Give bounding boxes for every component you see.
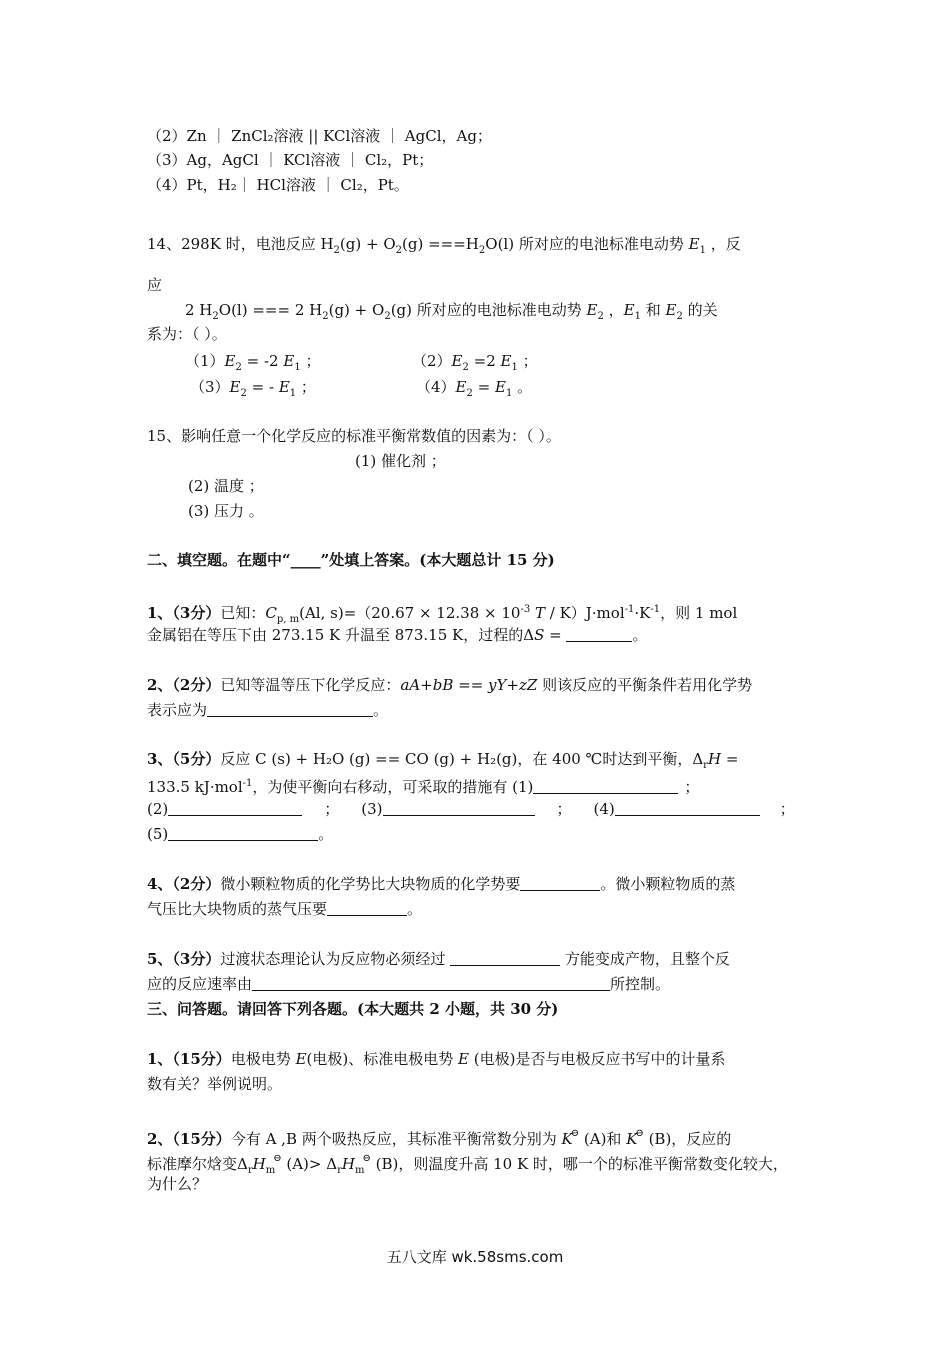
q15-option-3: (3) 压力 。	[188, 502, 264, 520]
answer-q2-line2: 标准摩尔焓变$\Delta_rH_m^⊖$ $(A)> \Delta_rH_m^⊖$ (B)，则温度升高 10 K 时，哪一个的标准平衡常数变化较大，	[147, 1153, 788, 1176]
q14-stem-wrap: 应	[147, 276, 163, 294]
answer-blank[interactable]	[327, 899, 407, 916]
q14-option-4: $(4)E_2 = E_1$ 。	[416, 378, 533, 399]
answer-blank[interactable]	[615, 799, 760, 816]
fill-2-line2: 表示应为 。	[147, 701, 389, 719]
section-2-title: 二、填空题。在题中“____”处填上答案。(本大题总计 15 分)	[147, 551, 555, 569]
q14-stem-line1: 14、298K 时，电池反应 $H_2(g) + O_2(g) ===H_2O(l)$ 所对应的电池标准电动势 $E_1$ ，反	[147, 235, 741, 256]
q14-stem-line2: 2 $H_2O(l)$ === 2 $H_2(g) + O_2(g)$ 所对应的电池标准电动势 $E_2$ ，$E_1$ 和 $E_2$ 的关	[185, 301, 718, 322]
q14-option-2: $(2)E_2 =2$ $E_1$ ；	[412, 352, 538, 373]
answer-blank[interactable]	[533, 777, 678, 794]
q14-option-3: $(3)E_2$ = - $E_1$ ；	[190, 378, 316, 399]
answer-blank[interactable]	[168, 799, 302, 816]
fill-5-line2: 应的反应速率由 所控制。	[147, 975, 671, 993]
q13-option-4: （4）Pt，H₂｜ HCl溶液 ｜ Cl₂，Pt。	[147, 176, 409, 194]
fill-4-line1: 4、（2分）微小颗粒物质的化学势比大块物质的化学势要 。微小颗粒物质的蒸	[147, 875, 736, 893]
answer-blank[interactable]	[450, 949, 560, 966]
fill-1-line1: 1、（3分）已知：$C_{p, m}(Al$, $s)=(20.67 \times 12.38 \times 10^{-3}$ $T / K)J\cdot mol^{-1}\cdot K^{-1}$，则 1 mol	[147, 604, 738, 625]
answer-blank[interactable]	[383, 799, 535, 816]
standard-state-symbol-icon: ⊖	[273, 1153, 282, 1164]
answer-blank[interactable]	[520, 874, 600, 891]
q14-option-1: $(1)E_2 = -2$ $E_1$ ；	[185, 352, 321, 373]
answer-blank[interactable]	[566, 625, 632, 642]
standard-state-symbol-icon: ⊖	[635, 1128, 644, 1139]
standard-state-symbol-icon: ⊖	[362, 1153, 371, 1164]
answer-q2-line3: 为什么？	[147, 1175, 208, 1193]
answer-q1-line1: 1、（15分）电极电势 E(电极)、标准电极电势 E (电极)是否与电极反应书写中的计量系	[147, 1050, 726, 1068]
q13-option-3: （3）Ag，AgCl ｜ KCl溶液 ｜ Cl₂，Pt；	[147, 151, 434, 169]
fill-3-line2: 133.5 kJ·mol$^{-1}$，为使平衡向右移动，可采取的措施有 (1) ；	[147, 778, 700, 796]
q15-stem: 15、影响任意一个化学反应的标准平衡常数值的因素为：（ ）。	[147, 427, 561, 445]
page-footer: 五八文库 wk.58sms.com	[386, 1248, 564, 1266]
q15-option-2: (2) 温度 ；	[188, 477, 264, 495]
answer-blank[interactable]	[168, 824, 318, 841]
answer-blank[interactable]	[252, 974, 610, 991]
fill-5-line1: 5、（3分）过渡状态理论认为反应物必须经过 方能变成产物，且整个反	[147, 950, 730, 968]
fill-2-line1: 2、（2分）已知等温等压下化学反应：aA+bB == yY+zZ 则该反应的平衡条件若用化学势	[147, 676, 753, 694]
fill-4-line2: 气压比大块物质的蒸气压要 。	[147, 900, 423, 918]
q15-option-1: (1) 催化剂 ；	[355, 452, 446, 470]
answer-q2-line1: 2、（15分）今有 A ,B 两个吸热反应，其标准平衡常数分别为 K⊖ (A)和 K⊖ (B)，反应的	[147, 1128, 732, 1148]
standard-state-symbol-icon: ⊖	[570, 1128, 580, 1139]
answer-q1-line2: 数有关？举例说明。	[147, 1075, 283, 1093]
fill-3-line4: (5) 。	[147, 825, 334, 843]
fill-1-line2: 金属铝在等压下由 273.15 K 升温至 873.15 K，过程的ΔS = 。	[147, 626, 648, 644]
answer-blank[interactable]	[207, 700, 373, 717]
q13-option-2: （2）Zn ｜ ZnCl₂溶液 || KCl溶液 ｜ AgCl，Ag；	[147, 127, 492, 145]
fill-3-line1: 3、（5分）反应 C (s) + H₂O (g) == CO (g) + H₂(g)，在 400 ℃时达到平衡，$\Delta_rH$ =	[147, 750, 739, 771]
fill-3-line3: (2) ； (3) ； (4) ；	[147, 800, 795, 818]
q14-stem-line3: 系为：（ ）。	[147, 325, 227, 343]
section-3-title: 三、问答题。请回答下列各题。(本大题共 2 小题，共 30 分)	[147, 1000, 559, 1018]
